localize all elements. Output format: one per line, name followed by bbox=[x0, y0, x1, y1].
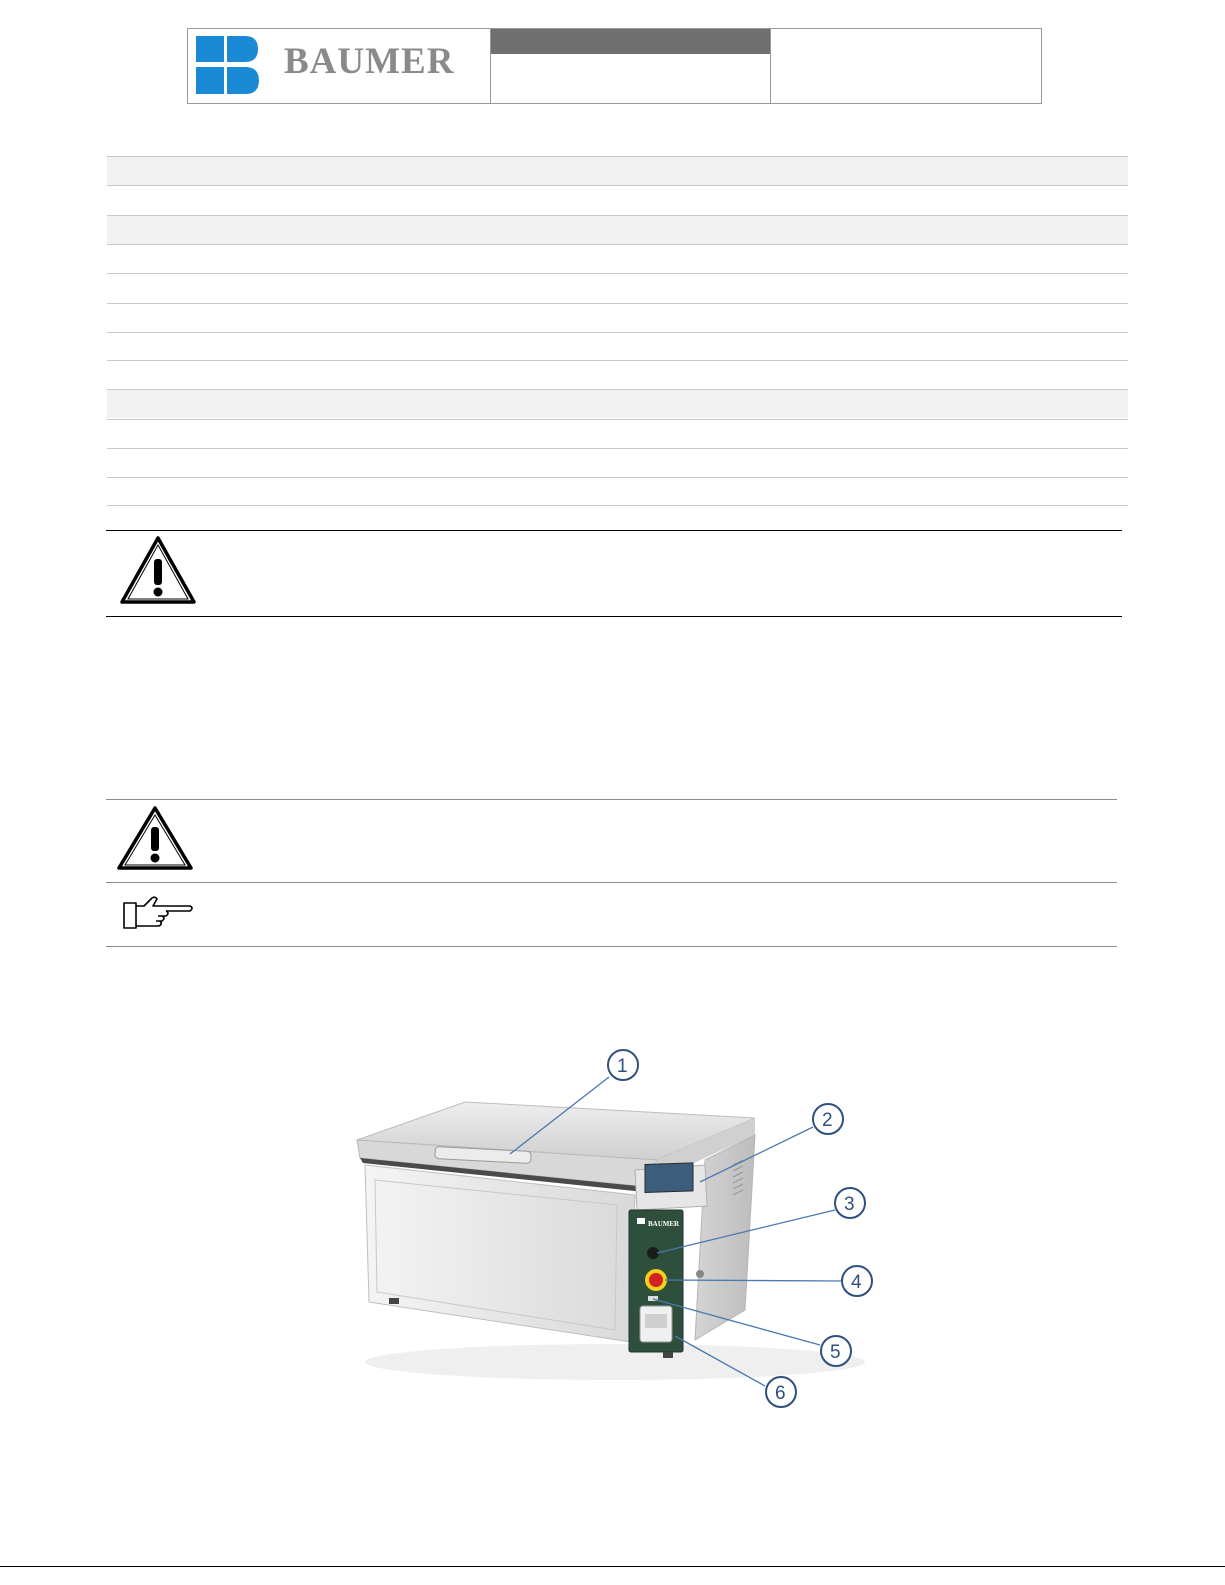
table-row bbox=[107, 273, 1128, 302]
baumer-logo-icon bbox=[196, 36, 260, 94]
callout-label: 4 bbox=[851, 1272, 862, 1293]
table-row bbox=[107, 185, 1128, 214]
footer-rule bbox=[0, 1566, 1225, 1567]
notice-top-rule bbox=[106, 799, 1117, 800]
table-row bbox=[107, 389, 1128, 418]
notice-divider bbox=[106, 882, 1117, 883]
callout-label: 3 bbox=[844, 1194, 855, 1215]
callout-label: 2 bbox=[822, 1110, 833, 1131]
notice-bottom-rule bbox=[106, 616, 1122, 617]
header-logo-cell bbox=[188, 29, 491, 103]
warning-triangle-icon bbox=[119, 535, 197, 605]
table-row bbox=[107, 360, 1128, 389]
callout-label: 5 bbox=[830, 1342, 841, 1363]
callout-label: 6 bbox=[775, 1383, 786, 1404]
callout-label: 1 bbox=[617, 1056, 628, 1077]
notice-top-rule bbox=[106, 530, 1122, 531]
pointing-hand-icon bbox=[122, 895, 196, 931]
table-row bbox=[107, 419, 1128, 448]
notice-bottom-rule bbox=[106, 946, 1117, 947]
table-row bbox=[107, 303, 1128, 332]
warning-triangle-icon bbox=[116, 805, 194, 871]
table-row bbox=[107, 332, 1128, 361]
brand-name: BAUMER bbox=[284, 41, 455, 82]
machine-illustration bbox=[345, 1040, 890, 1415]
header-info-cell bbox=[771, 29, 1041, 103]
document-header bbox=[187, 28, 1042, 104]
table-row bbox=[107, 448, 1128, 477]
header-title-cell bbox=[491, 29, 771, 103]
table-row bbox=[107, 244, 1128, 273]
table-row bbox=[107, 477, 1128, 506]
table-row bbox=[107, 215, 1128, 244]
panel-brand: BAUMER bbox=[648, 1220, 680, 1228]
header-title-bar bbox=[491, 29, 770, 54]
table-row bbox=[107, 156, 1128, 185]
